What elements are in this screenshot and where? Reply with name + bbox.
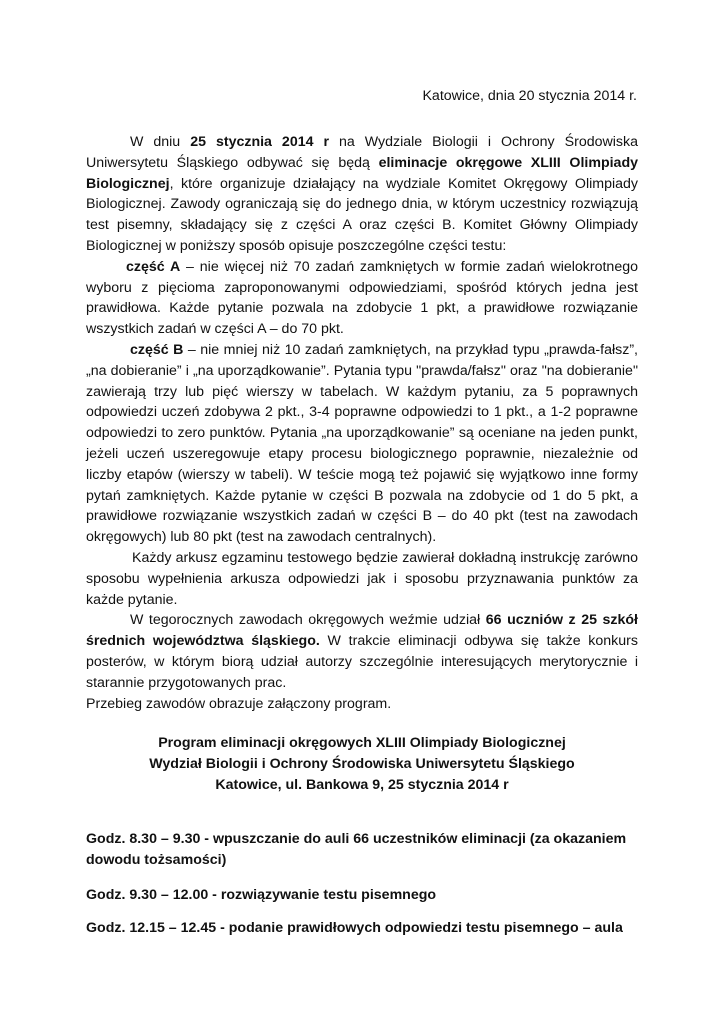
participation-paragraph	[86, 610, 638, 693]
schedule-item: Godz. 8.30 – 9.30 - wpuszczanie do auli 66 uczestników eliminacji (za okazaniem dowodu tożsamości)	[86, 831, 627, 868]
program-heading	[86, 733, 638, 795]
program-note-paragraph: Przebieg zawodów obrazuje załączony program.	[86, 695, 392, 712]
participation-count: 66 uczniów z 25 szkół średnich województwa śląskiego.	[86, 612, 638, 650]
program-faculty: Wydział Biologii i Ochrony Środowiska Uniwersytetu Śląskiego	[149, 755, 575, 772]
part-a-text: – nie więcej niż 70 zadań zamkniętych w formie zadań wielokrotnego wyboru z pięcioma zaproponowanymi odpowiedziami, spośród których jedna jest prawidłowa. Każde pytanie pozwala na zdobycie 1 pkt, a prawidłowe rozwiązanie wszystkich zadań w części A – do 70 pkt.	[86, 258, 638, 338]
intro-text-2: na Wydziale Biologii i Ochrony Środowiska Uniwersytetu Śląskiego odbywać się będą	[86, 134, 638, 171]
schedule-item: Godz. 9.30 – 12.00 - rozwiązywanie testu pisemnego	[86, 887, 437, 903]
program-location: Katowice, ul. Bankowa 9, 25 stycznia 2014 r	[215, 776, 509, 793]
participation-text-2: W trakcie eliminacji odbywa się także konkurs posterów, w którym biorą udział autorzy szczególnie interesujących merytorycznie i starannie przygotowanych prac.	[86, 633, 638, 691]
intro-text-3: , które organizuje działający na wydziale Komitet Okręgowy Olimpiady Biologicznej. Zawody ograniczają się do jednego dnia, w którym uczestnicy rozwiązują test pisemny, składający się z części A oraz części B. Komitet Główny Olimpiady Biologicznej w poniższy sposób opisuje poszczególne części testu:	[86, 175, 638, 254]
part-b-paragraph	[86, 340, 638, 548]
participation-text-1: W tegorocznych zawodach okręgowych weźmie udział	[130, 612, 486, 629]
part-b-label: część B	[130, 341, 184, 358]
intro-text-1: W dniu	[130, 134, 191, 150]
part-a-paragraph	[86, 257, 638, 340]
letter-body	[86, 132, 638, 714]
part-b-text: – nie mniej niż 10 zadań zamkniętych, na przykład typu „prawda-fałsz”, „na dobieranie” i „na uporządkowanie”. Pytania typu "prawda/fałsz" oraz "na dobieranie" zawierają trzy lub pięć wierszy w tabelach. W każdym pytaniu, za 5 poprawnych odpowiedzi uczeń zdobywa 2 pkt., 3-4 poprawne odpowiedzi to 1 pkt., a 1-2 poprawne odpowiedzi to zero punktów. Pytania „na uporządkowanie” są oceniane na jeden punkt, jeżeli uczeń uszeregowuje etapy procesu biologicznego poprawnie, niezależnie od liczby etapów (wierszy w tabeli). W teście mogą też pojawić się wyjątkowo inne formy pytań zamkniętych. Każde pytanie w części B pozwala na zdobycie od 1 do 5 pkt, a prawidłowe rozwiązanie wszystkich zadań w części B – do 40 pkt (test na zawodach okręgowych) lub 80 pkt (test na zawodach centralnych).	[86, 341, 638, 546]
schedule-item: Godz. 12.15 – 12.45 - podanie prawidłowych odpowiedzi testu pisemnego – aula	[86, 920, 623, 936]
arkusz-paragraph: Każdy arkusz egzaminu testowego będzie zawierał dokładną instrukcję zarówno sposobu wypełnienia arkusza odpowiedzi jak i sposobu przyznawania punktów za każde pytanie.	[86, 549, 638, 608]
intro-date: 25 stycznia 2014 r	[190, 134, 329, 150]
dateline: Katowice, dnia 20 stycznia 2014 r.	[422, 88, 637, 104]
intro-paragraph	[86, 132, 638, 257]
intro-event-name: eliminacje okręgowe XLIII Olimpiady Biologicznej	[86, 154, 638, 192]
program-title: Program eliminacji okręgowych XLIII Olimpiady Biologicznej	[158, 735, 566, 751]
part-a-label: część A	[126, 258, 181, 275]
